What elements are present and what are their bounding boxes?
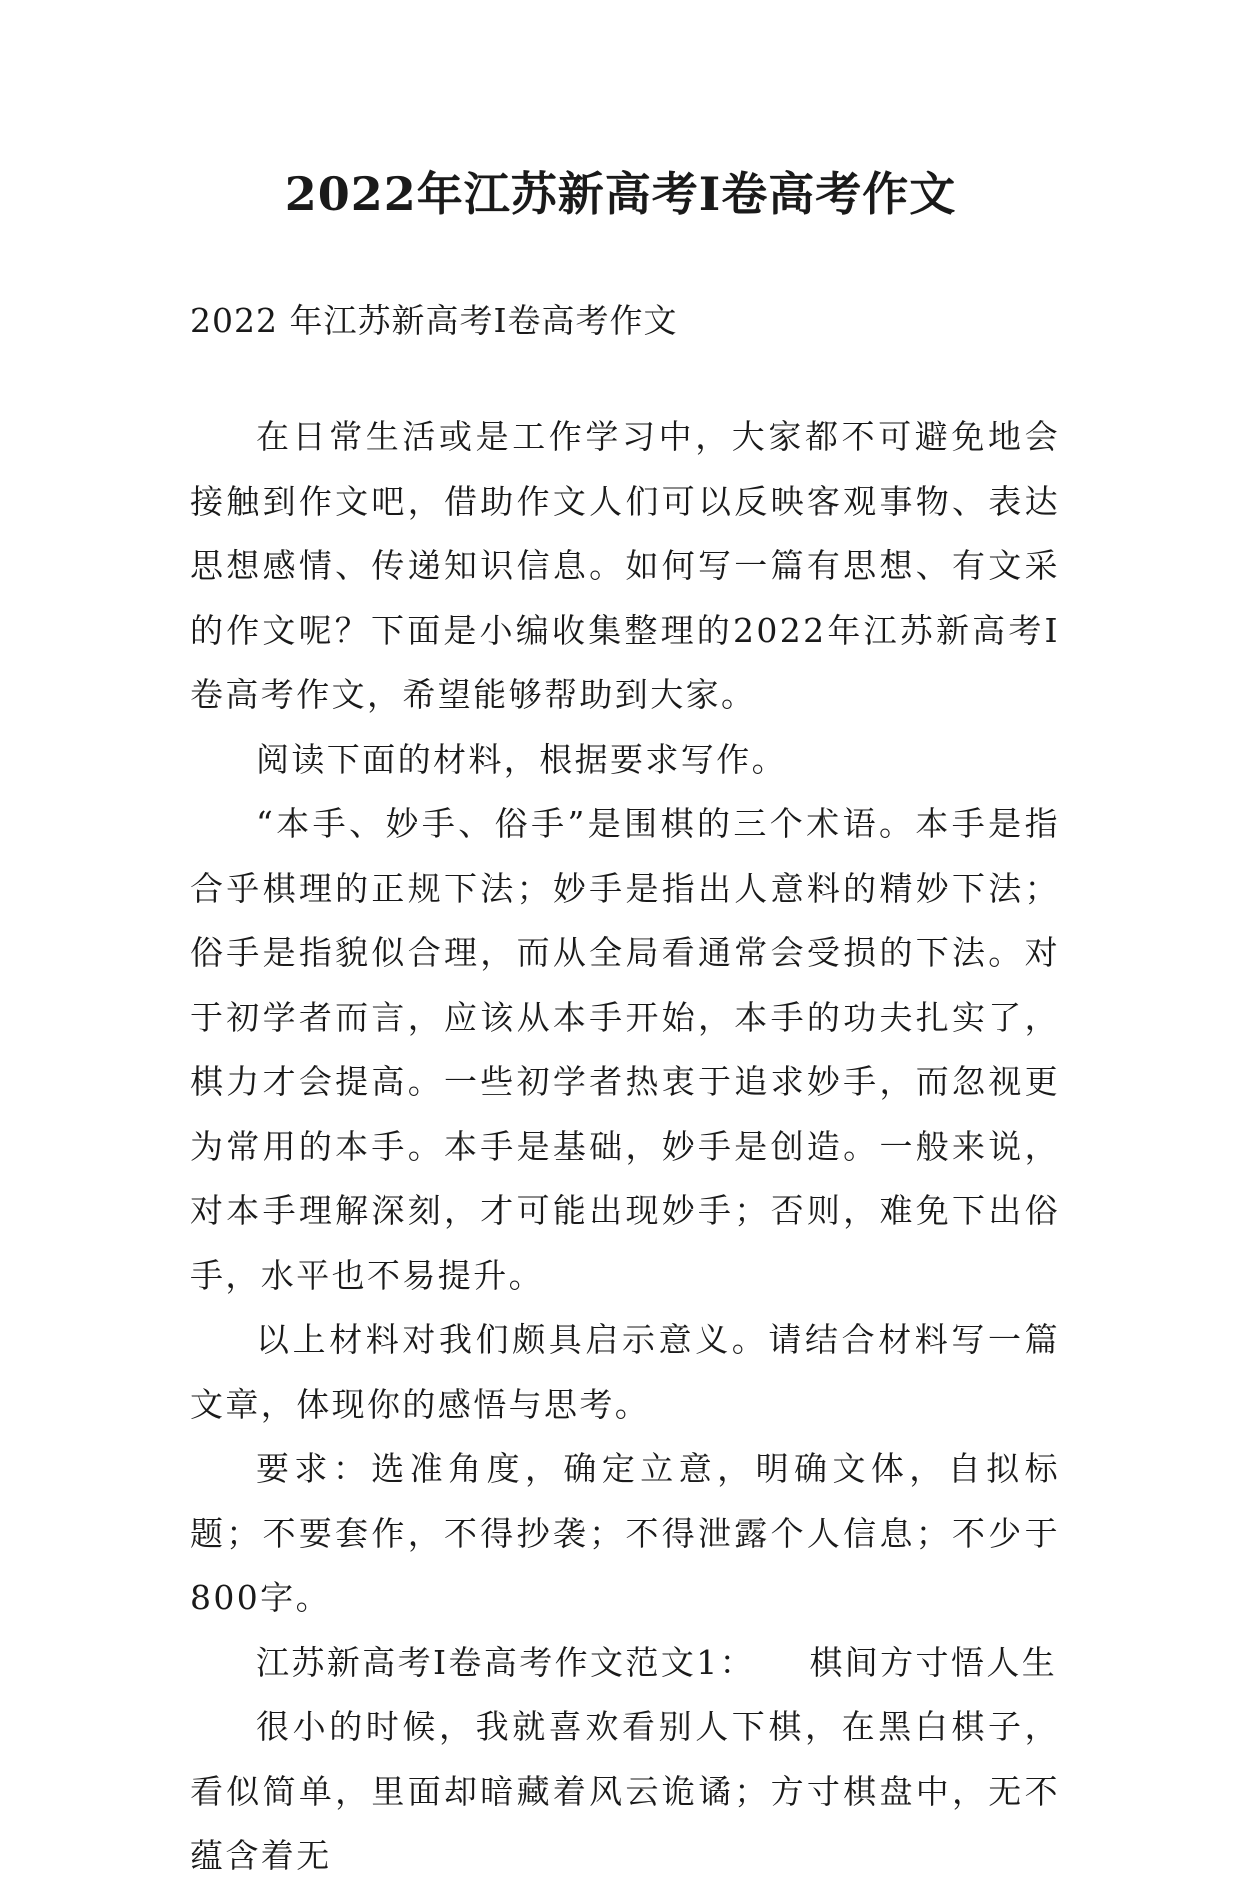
paragraph-sample-body: 很小的时候，我就喜欢看别人下棋，在黑白棋子，看似简单，里面却暗藏着风云诡谲；方寸棋盘中，无不蕴含着无: [190, 1707, 1060, 1875]
paragraph-intro: 在日常生活或是工作学习中，大家都不可避免地会接触到作文吧，借助作文人们可以反映客观事物、表达思想感情、传递知识信息。如何写一篇有思想、有文采的作文呢？下面是小编收集整理的2022年江苏新高考Ⅰ卷高考作文，希望能够帮助到大家。: [190, 417, 1060, 714]
document-body: [190, 405, 1060, 1889]
document-title: 2022年江苏新高考Ⅰ卷高考作文: [284, 167, 957, 221]
document-subtitle: 2022 年江苏新高考Ⅰ卷高考作文: [190, 301, 678, 340]
paragraph-requirements: 要求：选准角度，确定立意，明确文体，自拟标题；不要套作，不得抄袭；不得泄露个人信息；不少于800字。: [190, 1449, 1060, 1617]
paragraph-instruction: 阅读下面的材料，根据要求写作。: [256, 739, 787, 779]
paragraph-inspiration: 以上材料对我们颇具启示意义。请结合材料写一篇文章，体现你的感悟与思考。: [190, 1320, 1060, 1424]
paragraph-sample-heading: 江苏新高考Ⅰ卷高考作文范文1： 棋间方寸悟人生: [256, 1642, 1058, 1682]
paragraph-material: “本手、妙手、俗手”是围棋的三个术语。本手是指合乎棋理的正规下法；妙手是指出人意料的精妙下法；俗手是指貌似合理，而从全局看通常会受损的下法。对于初学者而言，应该从本手开始，本手的功夫扎实了，棋力才会提高。一些初学者热衷于追求妙手，而忽视更为常用的本手。本手是基础，妙手是创造。一般来说，对本手理解深刻，才可能出现妙手；否则，难免下出俗手，水平也不易提升。: [190, 804, 1060, 1295]
